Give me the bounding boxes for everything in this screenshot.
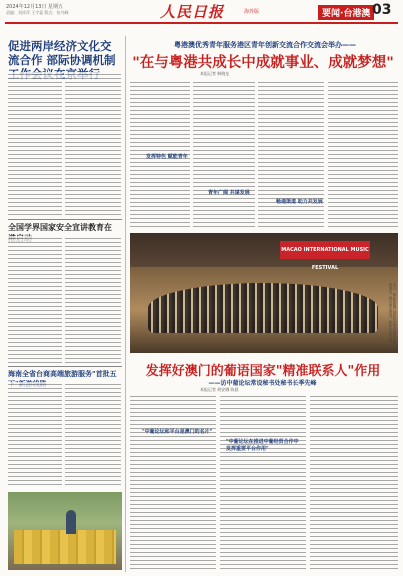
bottom-headline: 发挥好澳门的葡语国家"精准联系人"作用: [145, 364, 381, 379]
left-headline-1: 促进两岸经济文化交流合作 部际协调机制: [8, 39, 116, 67]
main-subhead-1: 发挥特色 赋能青年: [146, 154, 188, 160]
main-text-column-b: [193, 80, 255, 230]
main-subhead-2: 青年广阔 共谋发展: [208, 190, 250, 196]
market-photo: [8, 492, 122, 570]
left-text-column-e: [8, 382, 62, 488]
main-byline: 本报记者 韩晓龙: [200, 71, 230, 76]
main-text-column-d: [328, 80, 398, 230]
masthead-rule: [5, 22, 398, 24]
orchestra: [148, 283, 378, 333]
column-rule: [125, 36, 126, 572]
photo-caption: 近日，第36届澳门国际音乐节在澳门举行开幕演出。图为演出现场。新华社记者 摄: [388, 283, 396, 349]
concert-photo: [130, 233, 398, 353]
section-label: 要闻·台港澳: [318, 5, 374, 20]
newspaper-logo: 人民日报: [160, 3, 225, 21]
bottom-subtitle: ——访中葡论坛常设秘书处秘书长季先峰: [208, 380, 317, 387]
editor-line: 责编：刘祥萍 王宇蕊 版式：张丹峰: [6, 10, 69, 15]
left-text-column-a: [8, 72, 62, 218]
main-subhead-3: 畅通渠道 助力共发展: [276, 199, 323, 205]
main-kicker: 粤港澳优秀青年服务港区青年创新交流合作交流会举办——: [174, 41, 356, 49]
left-divider-2: [8, 366, 122, 367]
bottom-text-column-c: [310, 394, 398, 570]
left-text-column-d: [65, 236, 121, 364]
left-headline-2: 全国学界国家安全宣讲教育在: [8, 223, 112, 232]
left-headline-3: 海南全省台商高端旅游服务"首批五: [8, 370, 117, 378]
masthead: [0, 0, 403, 34]
bottom-text-column-b: [220, 394, 306, 570]
left-text-column-b: [65, 72, 121, 218]
bottom-subhead-1: "中葡论坛和平台是澳门的名片": [142, 429, 213, 435]
bottom-byline: 本报记者 胡安娜 陈晨: [200, 387, 239, 392]
festival-banner: MACAO INTERNATIONAL MUSIC FESTIVAL: [280, 241, 370, 259]
edition-label: 海外版: [244, 9, 260, 15]
main-text-column-c: [258, 80, 324, 230]
page-number: 03: [372, 2, 392, 18]
person-figure: [66, 510, 76, 534]
bottom-subhead-2: "中葡论坛在推进中葡经贸合作中发挥重要平台作用": [226, 439, 299, 452]
issue-date: 2024年12月13日 星期五: [6, 4, 64, 10]
left-divider-1: [8, 219, 122, 220]
left-text-column-f: [65, 382, 121, 488]
produce-stall: [14, 530, 116, 564]
left-text-column-c: [8, 236, 62, 364]
bottom-text-column-a: [130, 394, 216, 570]
main-headline: "在与粤港共成长中成就事业、成就梦想": [132, 55, 394, 71]
